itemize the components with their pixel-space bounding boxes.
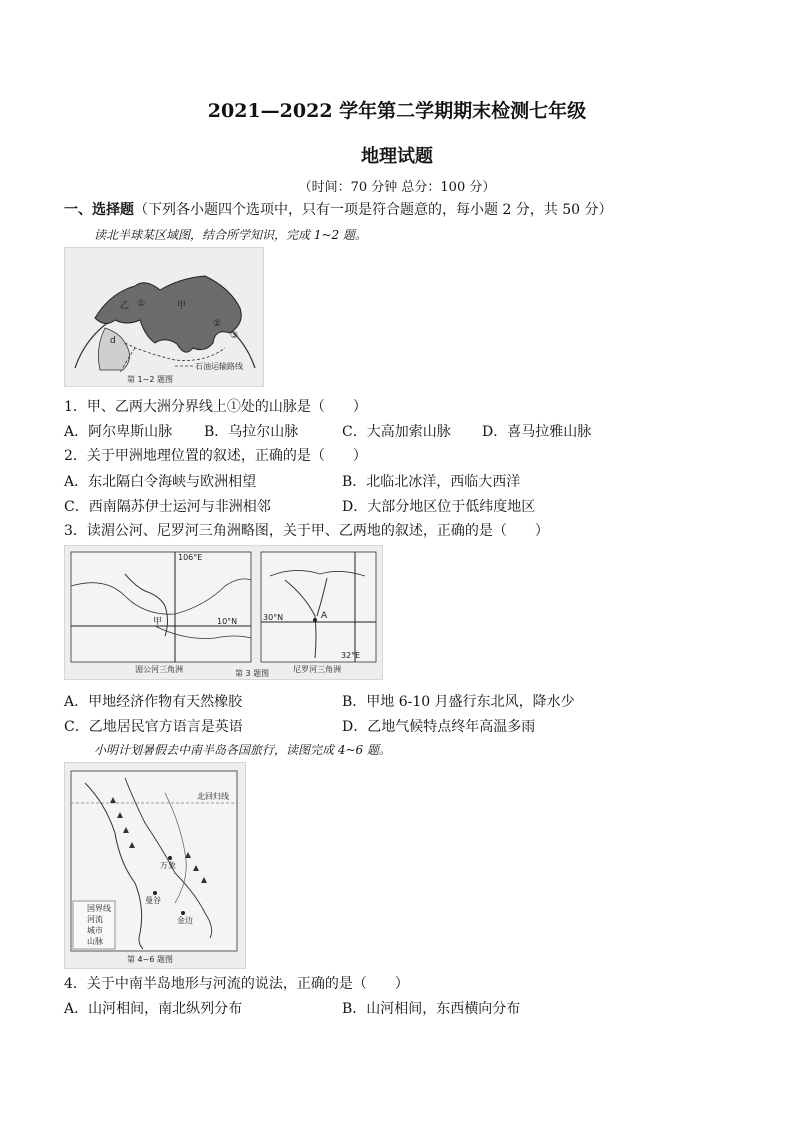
fig1-label-d: d: [110, 336, 116, 346]
fig4-caption: 第 4~6 题图: [127, 955, 173, 964]
fig1-caption: 第 1~2 题图: [127, 375, 173, 384]
figure-3-deltas: [64, 545, 383, 680]
q1-option-a: A．阿尔卑斯山脉: [64, 424, 173, 440]
fig3-lon1: 106°E: [178, 553, 203, 562]
fig3-lat1: 10°N: [217, 617, 238, 626]
fig4-label-3: 曼谷: [145, 896, 161, 905]
fig1-label-c2: ②: [213, 319, 222, 329]
fig3-caption: 第 3 题图: [235, 669, 270, 678]
q3-stem: 3．读湄公河、尼罗河三角洲略图，关于甲、乙两地的叙述，正确的是（ ）: [64, 523, 549, 539]
fig4-label-2: 万象: [160, 861, 176, 870]
q2-stem: 2．关于甲洲地理位置的叙述，正确的是（ ）: [64, 448, 367, 464]
fig1-label-yi: 乙: [120, 301, 130, 311]
fig4-legend-2: 河流: [87, 915, 103, 924]
q1-option-d: D．喜马拉雅山脉: [482, 424, 592, 440]
q3-option-d: D．乙地气候特点终年高温多雨: [342, 719, 536, 735]
fig4-legend-3: 城市: [87, 926, 103, 935]
fig1-label-c1: ①: [137, 299, 146, 309]
q2-option-a: A．东北隔白令海峡与欧洲相望: [64, 474, 257, 490]
q3-option-b: B．甲地 6-10 月盛行东北风，降水少: [342, 694, 575, 710]
section-heading: [64, 199, 613, 219]
q1-stem: 1．甲、乙两大洲分界线上①处的山脉是（ ）: [64, 399, 367, 415]
fig1-label-jia: 甲: [177, 301, 187, 311]
fig4-legend-1: 国界线: [87, 904, 111, 913]
q1-option-b: B．乌拉尔山脉: [204, 424, 299, 440]
fig3-cap-right: 尼罗河三角洲: [293, 665, 341, 674]
q3-option-c: C．乙地居民官方语言是英语: [64, 719, 243, 735]
fig3-label-jia: 甲: [153, 617, 163, 627]
fig3-lon2: 32°E: [341, 651, 361, 660]
q2-option-d: D．大部分地区位于低纬度地区: [342, 499, 536, 515]
q2-option-c: C．西南隔苏伊士运河与非洲相邻: [64, 499, 271, 515]
figure-1-map: [64, 247, 264, 387]
intro-q4-6: 小明计划暑假去中南半岛各国旅行，读图完成 4~6 题。: [94, 743, 391, 757]
q4-option-b: B．山河相间，东西横向分布: [342, 1001, 521, 1017]
fig3-lat2: 30°N: [263, 613, 284, 622]
intro-q1-2: 读北半球某区域图，结合所学知识，完成 1~2 题。: [94, 228, 367, 242]
q2-option-b: B．北临北冰洋，西临大西洋: [342, 474, 521, 490]
fig1-legend: 石油运输路线: [195, 362, 243, 371]
subject-title: 地理试题: [361, 146, 433, 167]
exam-title: 2021—2022 学年第二学期期末检测七年级: [207, 100, 587, 122]
fig3-label-A: A: [321, 611, 328, 621]
q4-stem: 4．关于中南半岛地形与河流的说法，正确的是（ ）: [64, 976, 409, 992]
section-title: 一、选择题: [64, 202, 134, 218]
q3-option-a: A．甲地经济作物有天然橡胶: [64, 694, 243, 710]
section-instruction: （下列各小题四个选项中，只有一项是符合题意的，每小题 2 分，共 50 分）: [134, 202, 613, 218]
fig1-label-c3: ③: [230, 331, 239, 341]
fig4-label-1: 北回归线: [197, 792, 229, 801]
time-info: （时间：70 分钟 总分：100 分）: [298, 180, 496, 195]
fig3-cap-left: 湄公河三角洲: [135, 665, 183, 674]
q1-option-c: C．大高加索山脉: [342, 424, 451, 440]
q4-option-a: A．山河相间，南北纵列分布: [64, 1001, 243, 1017]
fig4-legend-4: 山脉: [87, 937, 103, 946]
figure-4-indochina: [64, 762, 246, 969]
fig4-label-4: 金边: [177, 916, 193, 925]
